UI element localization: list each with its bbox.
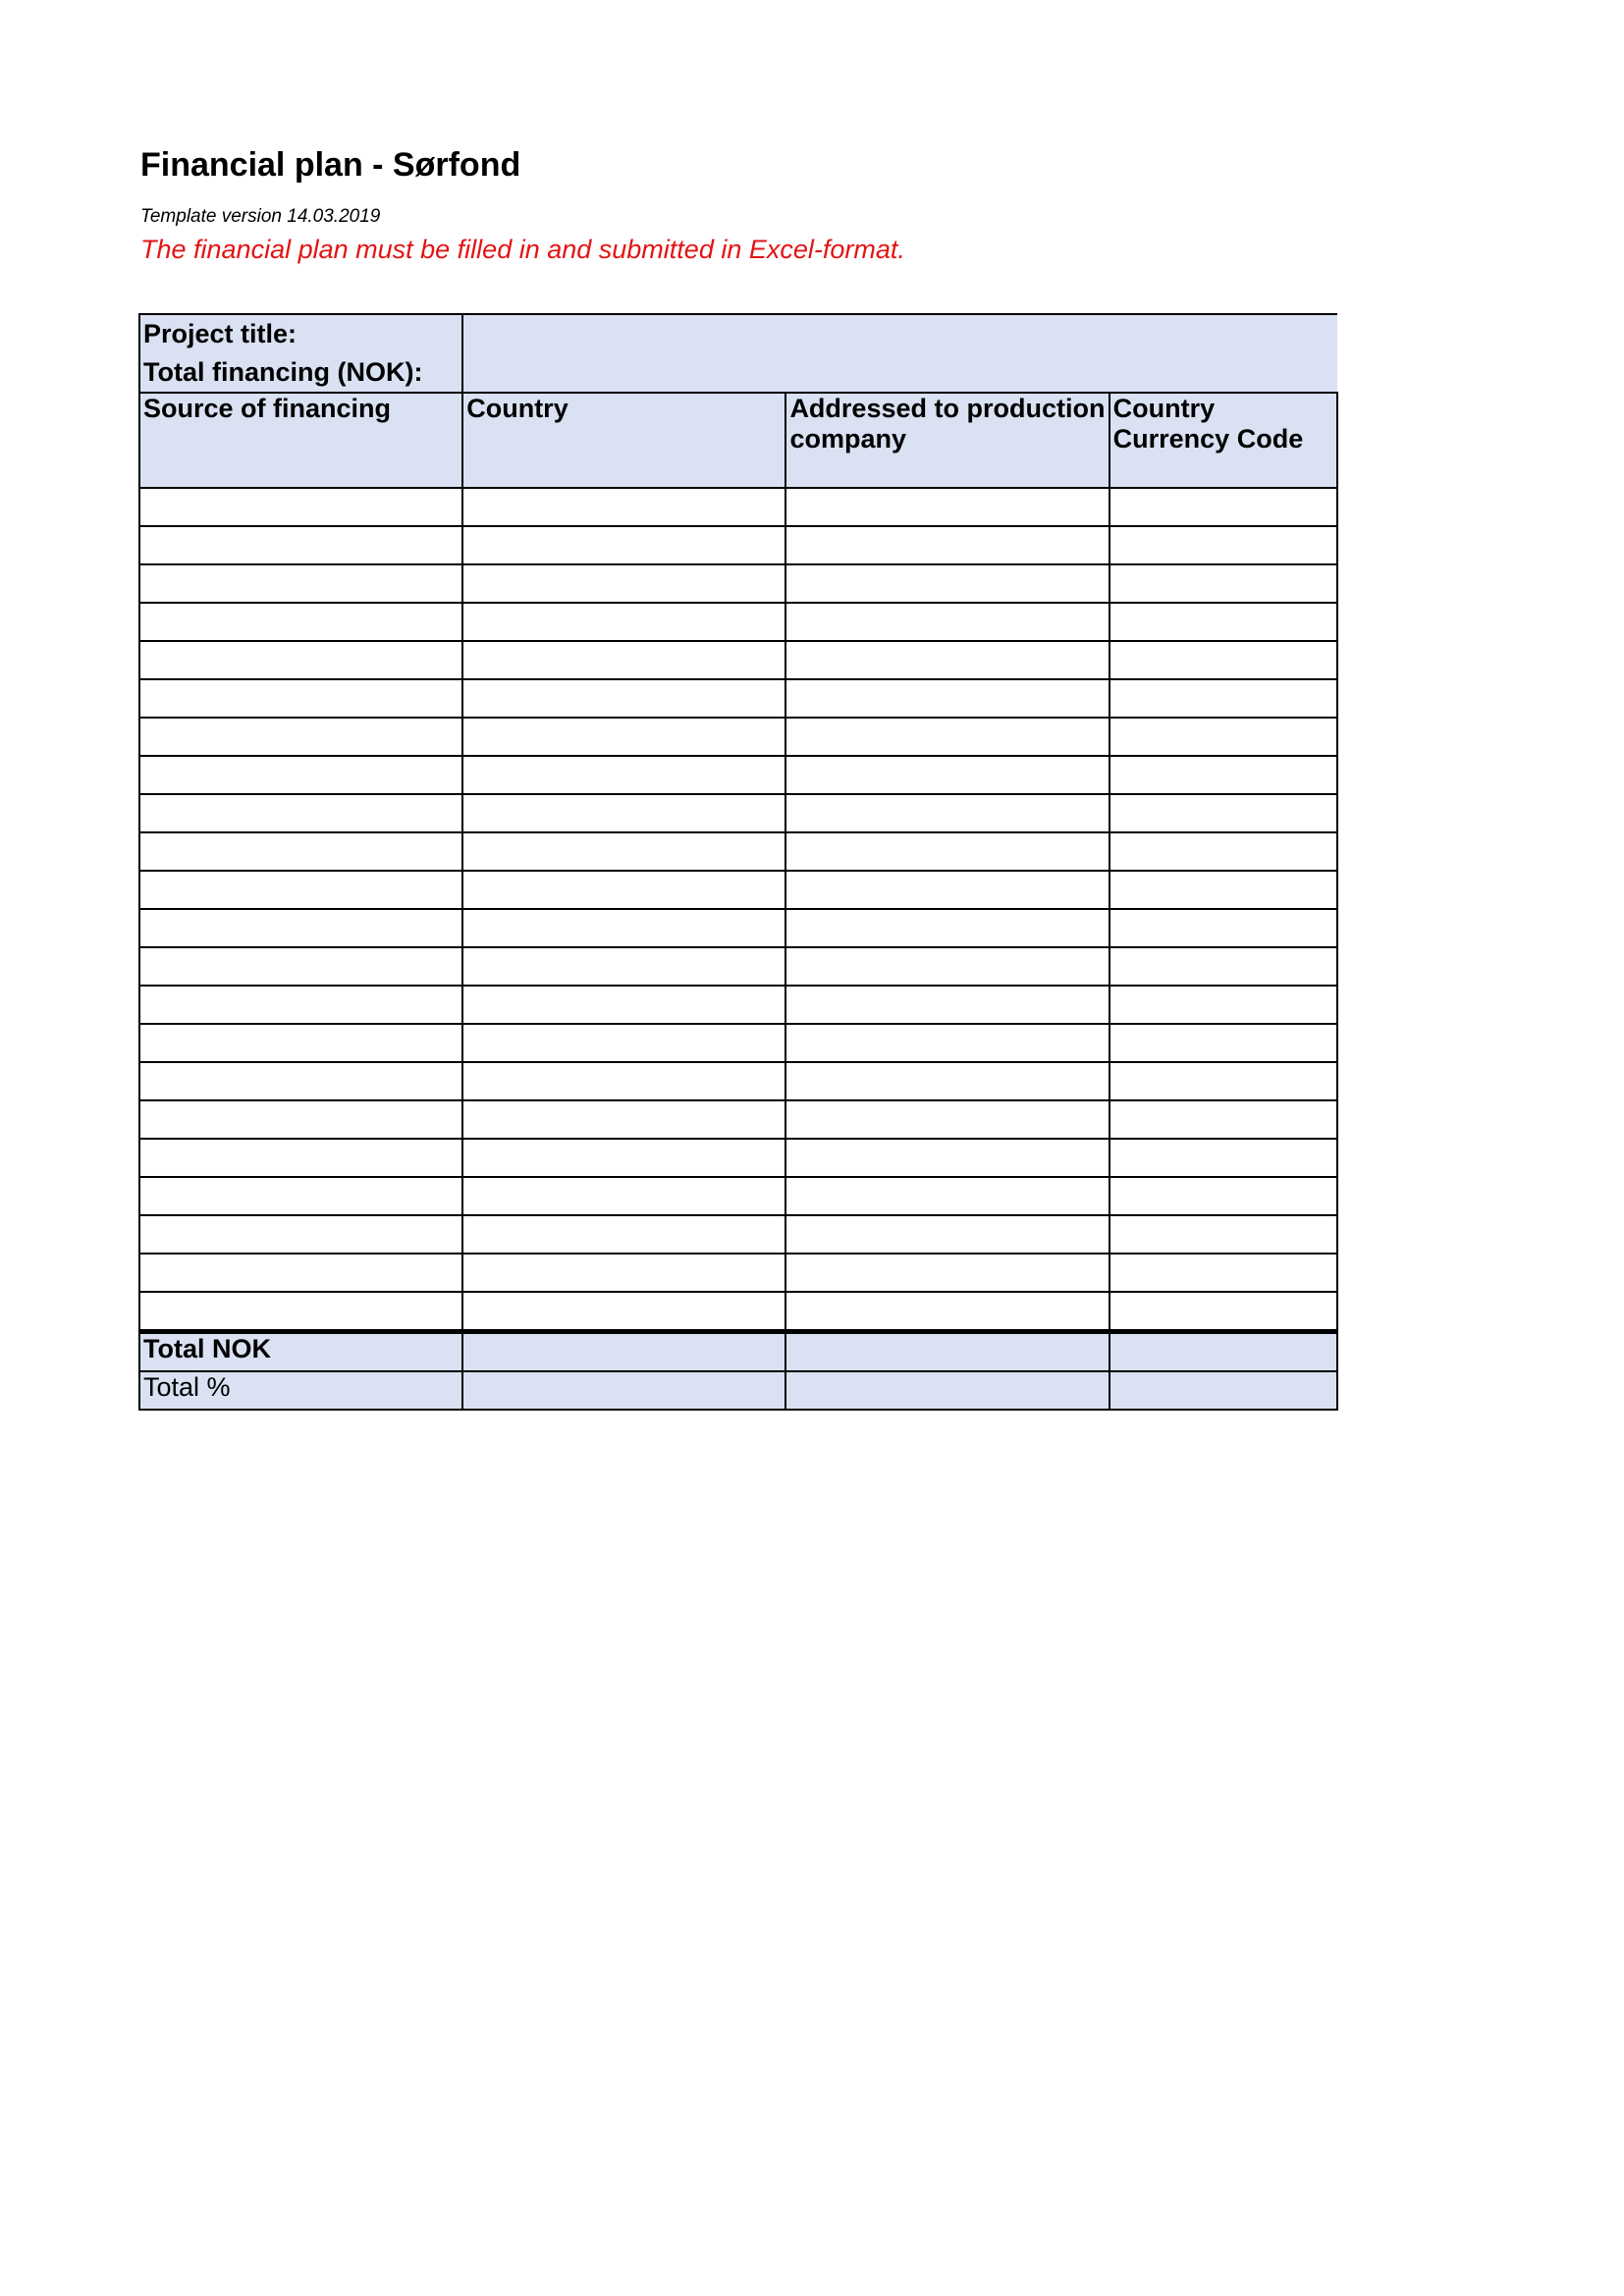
country-cell[interactable]: [462, 986, 785, 1024]
currency-code-cell[interactable]: [1110, 488, 1337, 526]
source-cell[interactable]: [139, 1139, 462, 1177]
addressed-to-company-cell[interactable]: [785, 986, 1109, 1024]
table-row: [139, 909, 1337, 947]
addressed-to-company-cell[interactable]: [785, 1177, 1109, 1215]
table-row: [139, 564, 1337, 603]
country-cell[interactable]: [462, 641, 785, 679]
source-cell[interactable]: [139, 603, 462, 641]
table-row: [139, 603, 1337, 641]
table-row: [139, 756, 1337, 794]
project-info-row: [139, 314, 1337, 393]
source-cell[interactable]: [139, 947, 462, 986]
project-title-label: Project title:: [143, 319, 298, 348]
country-cell[interactable]: [462, 488, 785, 526]
addressed-to-company-cell[interactable]: [785, 871, 1109, 909]
table-row: [139, 832, 1337, 871]
country-cell[interactable]: [462, 1062, 785, 1100]
country-cell[interactable]: [462, 871, 785, 909]
currency-code-cell[interactable]: [1110, 718, 1337, 756]
table-row: [139, 641, 1337, 679]
currency-code-cell[interactable]: [1110, 756, 1337, 794]
addressed-to-company-cell[interactable]: [785, 794, 1109, 832]
header-source-of-financing: Source of financing: [139, 393, 462, 488]
source-cell[interactable]: [139, 641, 462, 679]
table-row: [139, 947, 1337, 986]
currency-code-cell[interactable]: [1110, 679, 1337, 718]
source-cell[interactable]: [139, 1292, 462, 1332]
currency-code-cell[interactable]: [1110, 1215, 1337, 1254]
total-nok-cell[interactable]: [462, 1332, 785, 1372]
total-percent-cell[interactable]: [1110, 1371, 1337, 1410]
table-row: [139, 1062, 1337, 1100]
country-cell[interactable]: [462, 679, 785, 718]
source-cell[interactable]: [139, 1100, 462, 1139]
addressed-to-company-cell[interactable]: [785, 832, 1109, 871]
table-row: [139, 526, 1337, 564]
total-nok-cell[interactable]: [1110, 1332, 1337, 1372]
source-cell[interactable]: [139, 986, 462, 1024]
source-cell[interactable]: [139, 871, 462, 909]
project-info-value-cell[interactable]: [462, 314, 1337, 393]
addressed-to-company-cell[interactable]: [785, 1139, 1109, 1177]
country-cell[interactable]: [462, 909, 785, 947]
addressed-to-company-cell[interactable]: [785, 488, 1109, 526]
source-cell[interactable]: [139, 1024, 462, 1062]
total-percent-cell[interactable]: [785, 1371, 1109, 1410]
addressed-to-company-cell[interactable]: [785, 1292, 1109, 1332]
country-cell[interactable]: [462, 718, 785, 756]
table-row: [139, 1024, 1337, 1062]
header-addressed-to-production-company: Addressed to production company: [785, 393, 1109, 488]
currency-code-cell[interactable]: [1110, 641, 1337, 679]
currency-code-cell[interactable]: [1110, 1062, 1337, 1100]
source-cell[interactable]: [139, 1215, 462, 1254]
currency-code-cell[interactable]: [1110, 603, 1337, 641]
source-cell[interactable]: [139, 909, 462, 947]
country-cell[interactable]: [462, 794, 785, 832]
currency-code-cell[interactable]: [1110, 986, 1337, 1024]
total-percent-cell[interactable]: [462, 1371, 785, 1410]
header-country: Country: [462, 393, 785, 488]
addressed-to-company-cell[interactable]: [785, 641, 1109, 679]
table-row: [139, 1139, 1337, 1177]
source-cell[interactable]: [139, 756, 462, 794]
country-cell[interactable]: [462, 1215, 785, 1254]
country-cell[interactable]: [462, 526, 785, 564]
project-info-labels: [139, 314, 462, 393]
source-cell[interactable]: [139, 1062, 462, 1100]
country-cell[interactable]: [462, 1177, 785, 1215]
total-percent-row: [139, 1371, 1337, 1410]
country-cell[interactable]: [462, 832, 785, 871]
table-row: [139, 488, 1337, 526]
addressed-to-company-cell[interactable]: [785, 756, 1109, 794]
column-header-row: [139, 393, 1337, 488]
document-title: Financial plan - Sørfond: [140, 146, 521, 184]
country-cell[interactable]: [462, 1254, 785, 1292]
country-cell[interactable]: [462, 1139, 785, 1177]
total-financing-label: Total financing (NOK):: [143, 357, 423, 387]
addressed-to-company-cell[interactable]: [785, 1062, 1109, 1100]
currency-code-cell[interactable]: [1110, 1024, 1337, 1062]
source-cell[interactable]: [139, 1254, 462, 1292]
addressed-to-company-cell[interactable]: [785, 526, 1109, 564]
currency-code-cell[interactable]: [1110, 947, 1337, 986]
currency-code-cell[interactable]: [1110, 1100, 1337, 1139]
country-cell[interactable]: [462, 947, 785, 986]
currency-code-cell[interactable]: [1110, 1254, 1337, 1292]
addressed-to-company-cell[interactable]: [785, 564, 1109, 603]
financial-plan-table: [138, 313, 1338, 1411]
addressed-to-company-cell[interactable]: [785, 1215, 1109, 1254]
currency-code-cell[interactable]: [1110, 564, 1337, 603]
currency-code-cell[interactable]: [1110, 526, 1337, 564]
table-row: [139, 794, 1337, 832]
currency-code-cell[interactable]: [1110, 794, 1337, 832]
table-row: [139, 986, 1337, 1024]
table-row: [139, 679, 1337, 718]
addressed-to-company-cell[interactable]: [785, 909, 1109, 947]
table-row: [139, 1254, 1337, 1292]
header-country-currency-code: Country Currency Code: [1110, 393, 1337, 488]
country-cell[interactable]: [462, 564, 785, 603]
total-nok-label: Total NOK: [139, 1332, 462, 1372]
total-nok-row: [139, 1332, 1337, 1372]
table-row: [139, 718, 1337, 756]
currency-code-cell[interactable]: [1110, 1292, 1337, 1332]
country-cell[interactable]: [462, 756, 785, 794]
source-cell[interactable]: [139, 832, 462, 871]
currency-code-cell[interactable]: [1110, 909, 1337, 947]
addressed-to-company-cell[interactable]: [785, 603, 1109, 641]
addressed-to-company-cell[interactable]: [785, 1100, 1109, 1139]
source-cell[interactable]: [139, 679, 462, 718]
addressed-to-company-cell[interactable]: [785, 947, 1109, 986]
template-version: Template version 14.03.2019: [140, 206, 381, 227]
currency-code-cell[interactable]: [1110, 1177, 1337, 1215]
total-nok-cell[interactable]: [785, 1332, 1109, 1372]
addressed-to-company-cell[interactable]: [785, 718, 1109, 756]
source-cell[interactable]: [139, 1177, 462, 1215]
addressed-to-company-cell[interactable]: [785, 1024, 1109, 1062]
currency-code-cell[interactable]: [1110, 1139, 1337, 1177]
source-cell[interactable]: [139, 794, 462, 832]
source-cell[interactable]: [139, 488, 462, 526]
addressed-to-company-cell[interactable]: [785, 679, 1109, 718]
country-cell[interactable]: [462, 1100, 785, 1139]
table-row: [139, 871, 1337, 909]
source-cell[interactable]: [139, 526, 462, 564]
total-percent-label: Total %: [139, 1371, 462, 1410]
table-row: [139, 1100, 1337, 1139]
addressed-to-company-cell[interactable]: [785, 1254, 1109, 1292]
currency-code-cell[interactable]: [1110, 832, 1337, 871]
country-cell[interactable]: [462, 1024, 785, 1062]
source-cell[interactable]: [139, 718, 462, 756]
country-cell[interactable]: [462, 603, 785, 641]
currency-code-cell[interactable]: [1110, 871, 1337, 909]
table-row: [139, 1215, 1337, 1254]
table-row: [139, 1177, 1337, 1215]
source-cell[interactable]: [139, 564, 462, 603]
table-row: [139, 1292, 1337, 1332]
excel-format-notice: The financial plan must be filled in and submitted in Excel-format.: [140, 235, 905, 264]
country-cell[interactable]: [462, 1292, 785, 1332]
